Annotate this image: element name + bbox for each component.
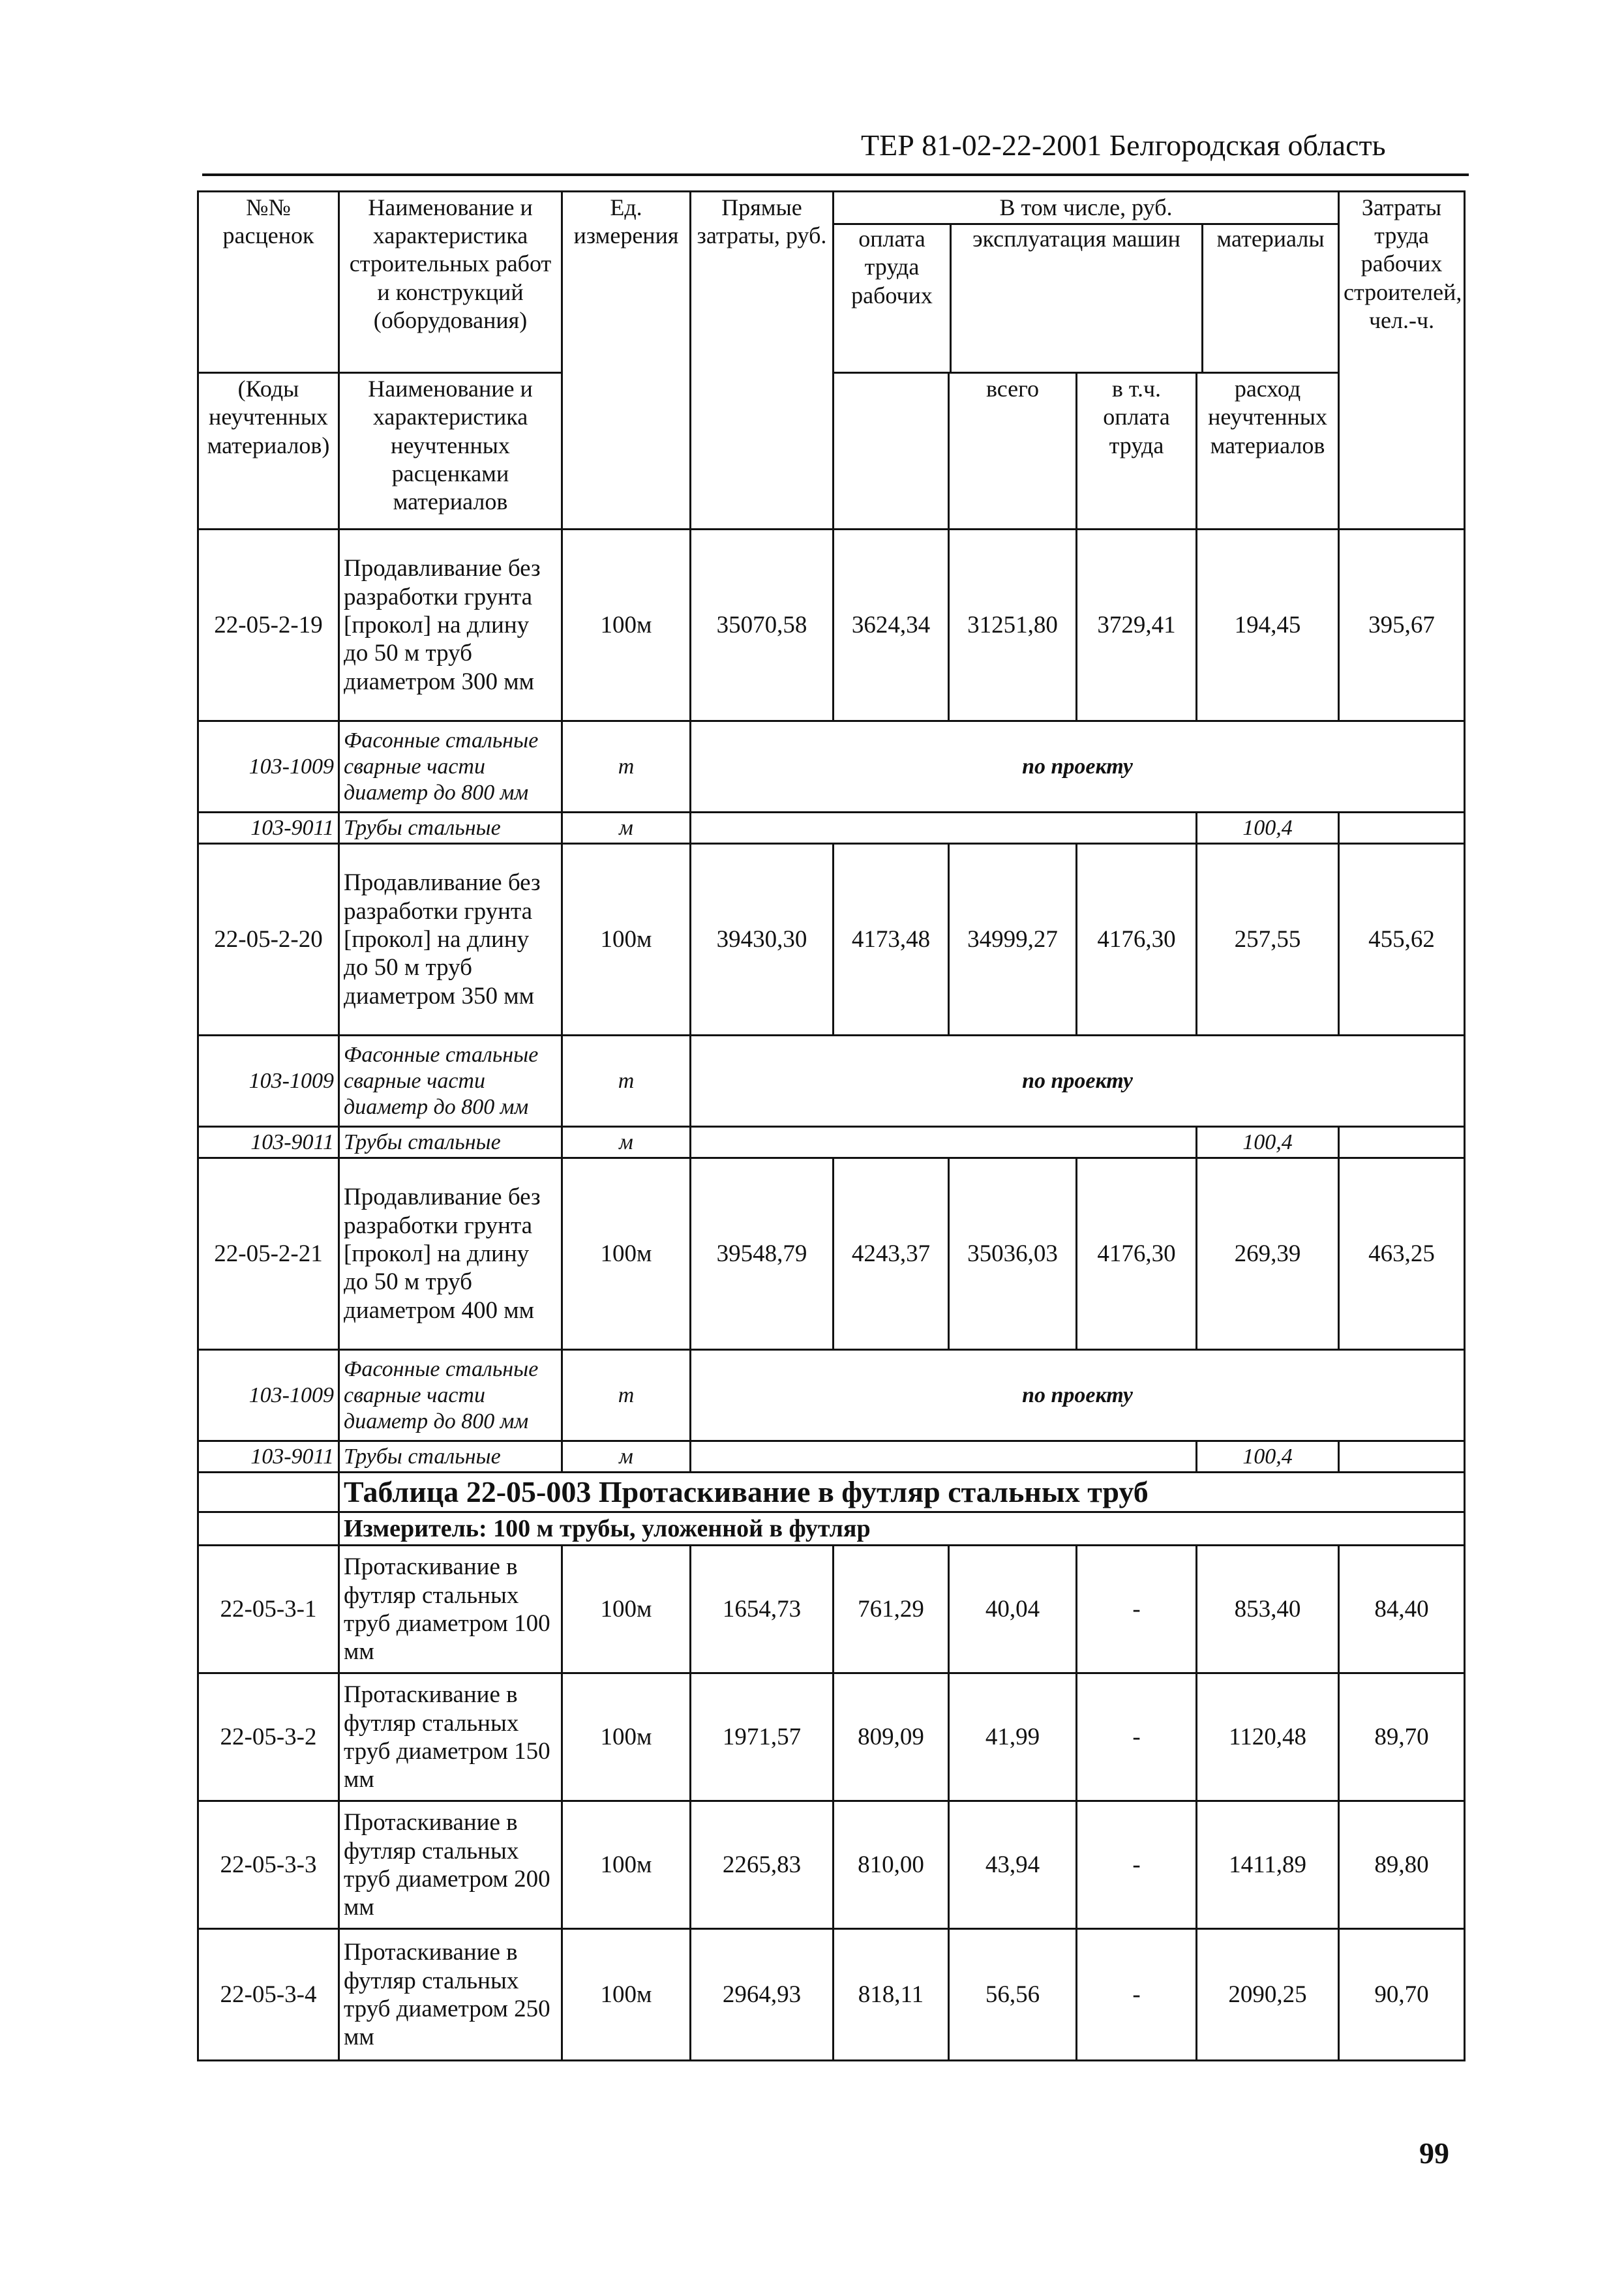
rate-direct-cost: 39430,30: [691, 844, 834, 1036]
material-row: [198, 1036, 1465, 1127]
material-name: Трубы стальные: [339, 813, 562, 844]
rate-materials: 1411,89: [1197, 1801, 1339, 1929]
rate-direct-cost: 35070,58: [691, 530, 834, 721]
rate-labor: 84,40: [1339, 1546, 1465, 1673]
rates-table-body: [198, 192, 1465, 2061]
rate-code: 22-05-2-19: [198, 530, 339, 721]
table-measure: Измеритель: 100 м трубы, уложенной в футляр: [339, 1512, 1465, 1546]
table-row: [198, 1546, 1465, 1673]
col-header-direct: Прямые затраты, руб.: [691, 192, 834, 530]
rate-direct-cost: 39548,79: [691, 1158, 834, 1350]
rate-materials: 853,40: [1197, 1546, 1339, 1673]
page-header-title: ТЕР 81-02-22-2001 Белгородская область: [861, 128, 1386, 162]
material-code: 103-9011: [198, 1441, 339, 1473]
rate-wages: 4173,48: [834, 844, 949, 1036]
rate-name: Продавливание без разработки грунта [прокол] на длину до 50 м труб диаметром 300 мм: [339, 530, 562, 721]
table-measure-row: [198, 1512, 1465, 1546]
material-quantity: по проекту: [691, 1350, 1465, 1441]
rate-direct-cost: 2265,83: [691, 1801, 834, 1929]
col-header-materials: материалы: [1216, 226, 1325, 252]
material-code: 103-1009: [198, 1036, 339, 1127]
material-empty: [691, 1127, 1197, 1158]
material-quantity: 100,4: [1197, 1127, 1339, 1158]
material-empty: [1339, 1441, 1465, 1473]
col-header-name2: Наименование и характеристика неучтенных расценками материалов: [339, 373, 562, 530]
rate-labor: 463,25: [1339, 1158, 1465, 1350]
measure-empty-cell: [198, 1512, 339, 1546]
rate-code: 22-05-3-2: [198, 1673, 339, 1801]
table-row: [198, 1158, 1465, 1350]
table-row: [198, 530, 1465, 721]
material-unit: м: [562, 813, 691, 844]
rate-unit: 100м: [562, 1801, 691, 1929]
rate-wages: 3624,34: [834, 530, 949, 721]
rate-unit: 100м: [562, 1158, 691, 1350]
rate-materials: 2090,25: [1197, 1929, 1339, 2061]
table-row: [198, 1801, 1465, 1929]
material-empty: [1339, 813, 1465, 844]
rate-machines-total: 35036,03: [949, 1158, 1077, 1350]
rate-machines-total: 43,94: [949, 1801, 1077, 1929]
rate-machines-total: 56,56: [949, 1929, 1077, 2061]
rate-unit: 100м: [562, 1673, 691, 1801]
material-empty: [691, 1441, 1197, 1473]
rate-wages: 761,29: [834, 1546, 949, 1673]
rate-unit: 100м: [562, 1546, 691, 1673]
rate-code: 22-05-3-1: [198, 1546, 339, 1673]
material-quantity: по проекту: [691, 721, 1465, 813]
header-divider: [202, 173, 1469, 176]
table-title: Таблица 22-05-003 Протаскивание в футляр стальных труб: [339, 1473, 1465, 1512]
rate-materials: 269,39: [1197, 1158, 1339, 1350]
material-row: [198, 813, 1465, 844]
material-name: Фасонные стальные сварные части диаметр до 800 мм: [339, 721, 562, 813]
material-unit: м: [562, 1441, 691, 1473]
rate-code: 22-05-3-4: [198, 1929, 339, 2061]
rate-machines-wages: -: [1077, 1801, 1197, 1929]
col-header-machines: эксплуатация машин: [952, 225, 1203, 372]
col-header-incl: В том числе, руб.: [834, 192, 1338, 225]
material-code: 103-1009: [198, 1350, 339, 1441]
col-header-code2: (Коды неучтенных материалов): [198, 373, 339, 530]
rate-labor: 395,67: [1339, 530, 1465, 721]
material-unit: т: [562, 721, 691, 813]
col-header-incl-group: [834, 192, 1339, 373]
material-unit: м: [562, 1127, 691, 1158]
material-row: [198, 721, 1465, 813]
rate-direct-cost: 1971,57: [691, 1673, 834, 1801]
rate-name: Протаскивание в футляр стальных труб диаметром 100 мм: [339, 1546, 562, 1673]
material-code: 103-9011: [198, 813, 339, 844]
material-unit: т: [562, 1350, 691, 1441]
rate-machines-total: 40,04: [949, 1546, 1077, 1673]
rate-materials: 1120,48: [1197, 1673, 1339, 1801]
rate-machines-total: 41,99: [949, 1673, 1077, 1801]
rate-machines-wages: -: [1077, 1546, 1197, 1673]
col-header-name: Наименование и характеристика строительных работ и конструкций (оборудования): [339, 192, 562, 373]
material-unit: т: [562, 1036, 691, 1127]
col-header-wages: оплата труда рабочих: [834, 225, 952, 372]
rate-name: Протаскивание в футляр стальных труб диаметром 150 мм: [339, 1673, 562, 1801]
rate-direct-cost: 1654,73: [691, 1546, 834, 1673]
rate-machines-wages: 3729,41: [1077, 530, 1197, 721]
col-header-mach-wages: в т.ч. оплата труда: [1077, 373, 1197, 530]
material-row: [198, 1441, 1465, 1473]
table-row: [198, 1929, 1465, 2061]
col-header-unit: Ед. измерения: [562, 192, 691, 530]
table-title-row: [198, 1473, 1465, 1512]
material-row: [198, 1127, 1465, 1158]
rate-labor: 89,80: [1339, 1801, 1465, 1929]
rate-machines-total: 34999,27: [949, 844, 1077, 1036]
col-header-incl-sub: [834, 225, 1338, 372]
table-row: [198, 1673, 1465, 1801]
rate-name: Продавливание без разработки грунта [прокол] на длину до 50 м труб диаметром 350 мм: [339, 844, 562, 1036]
table-row: [198, 844, 1465, 1036]
material-name: Фасонные стальные сварные части диаметр до 800 мм: [339, 1036, 562, 1127]
col-header-code: №№ расценок: [198, 192, 339, 373]
rate-wages: 4243,37: [834, 1158, 949, 1350]
material-row: [198, 1350, 1465, 1441]
rate-unit: 100м: [562, 1929, 691, 2061]
rate-unit: 100м: [562, 530, 691, 721]
material-name: Фасонные стальные сварные части диаметр до 800 мм: [339, 1350, 562, 1441]
material-code: 103-9011: [198, 1127, 339, 1158]
rate-machines-total: 31251,80: [949, 530, 1077, 721]
material-empty: [691, 813, 1197, 844]
rates-table: [197, 190, 1466, 2061]
material-empty: [1339, 1127, 1465, 1158]
rate-machines-wages: -: [1077, 1929, 1197, 2061]
rate-code: 22-05-2-21: [198, 1158, 339, 1350]
material-name: Трубы стальные: [339, 1441, 562, 1473]
material-quantity: 100,4: [1197, 813, 1339, 844]
rate-materials: 194,45: [1197, 530, 1339, 721]
rate-machines-wages: -: [1077, 1673, 1197, 1801]
rate-direct-cost: 2964,93: [691, 1929, 834, 2061]
rate-name: Продавливание без разработки грунта [прокол] на длину до 50 м труб диаметром 400 мм: [339, 1158, 562, 1350]
material-quantity: 100,4: [1197, 1441, 1339, 1473]
rate-labor: 90,70: [1339, 1929, 1465, 2061]
col-header-labor: Затраты труда рабочих строителей, чел.-ч.: [1339, 192, 1465, 530]
rate-materials: 257,55: [1197, 844, 1339, 1036]
material-code: 103-1009: [198, 721, 339, 813]
rate-unit: 100м: [562, 844, 691, 1036]
rate-labor: 455,62: [1339, 844, 1465, 1036]
rate-code: 22-05-2-20: [198, 844, 339, 1036]
rate-name: Протаскивание в футляр стальных труб диаметром 250 мм: [339, 1929, 562, 2061]
rate-wages: 810,00: [834, 1801, 949, 1929]
rate-wages: 818,11: [834, 1929, 949, 2061]
col-header-empty-wages: [834, 373, 949, 530]
col-header-mach-total: всего: [949, 373, 1077, 530]
title-empty-cell: [198, 1473, 339, 1512]
rate-labor: 89,70: [1339, 1673, 1465, 1801]
material-quantity: по проекту: [691, 1036, 1465, 1127]
rate-machines-wages: 4176,30: [1077, 844, 1197, 1036]
page-number: 99: [1419, 2136, 1449, 2170]
rate-machines-wages: 4176,30: [1077, 1158, 1197, 1350]
rate-name: Протаскивание в футляр стальных труб диаметром 200 мм: [339, 1801, 562, 1929]
table-header-row: [198, 192, 1465, 373]
rate-wages: 809,09: [834, 1673, 949, 1801]
rate-code: 22-05-3-3: [198, 1801, 339, 1929]
col-header-mat-uncounted: расход неучтенных материалов: [1197, 373, 1339, 530]
material-name: Трубы стальные: [339, 1127, 562, 1158]
